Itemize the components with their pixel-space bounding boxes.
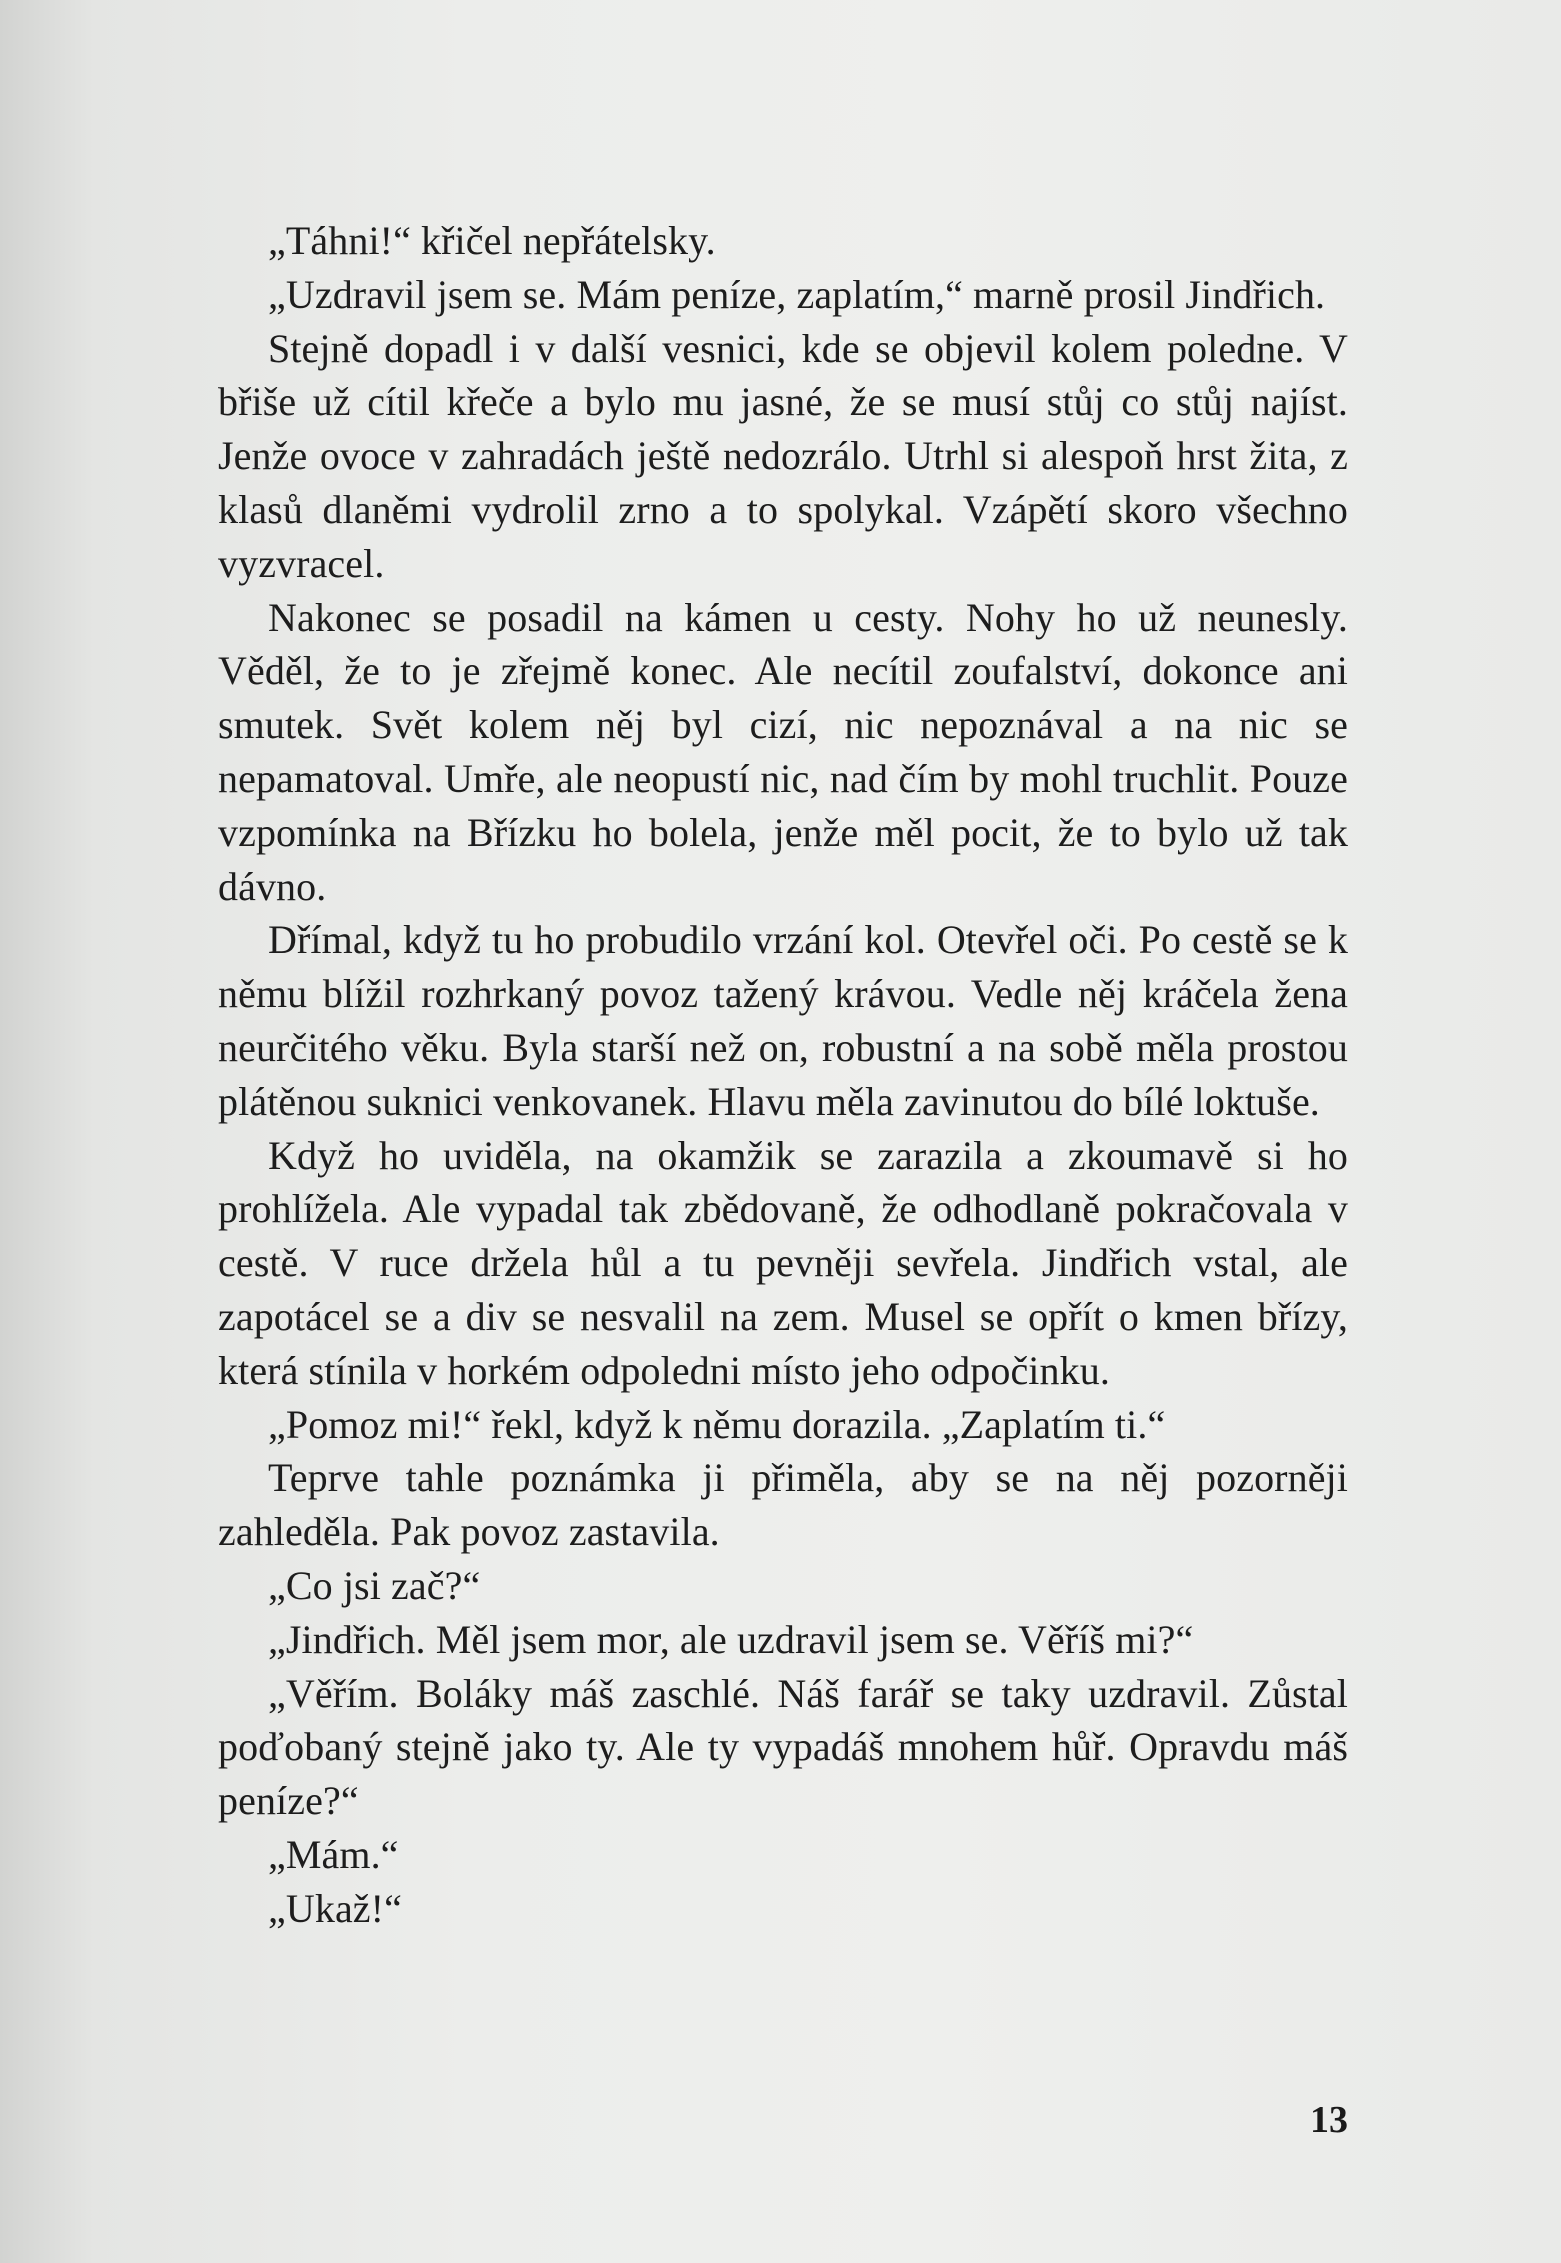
- paragraph-4: Nakonec se posadil na kámen u cesty. Nohy ho už neunesly. Věděl, že to je zřejmě konec. Ale necítil zoufalství, dokonce ani smutek. Svět kolem něj byl cizí, nic nepoznával a na nic se nepamatoval. Umře, ale neopustí nic, nad čím by mohl truchlit. Pouze vzpomínka na Břízku ho bolela, jenže měl pocit, že to bylo už tak dávno.: [218, 594, 1348, 909]
- paragraph-11: „Věřím. Boláky máš zaschlé. Náš farář se taky uzdravil. Zůstal poďobaný stejně jako ty. Ale ty vypadáš mnohem hůř. Opravdu máš peníze?“: [218, 1670, 1348, 1824]
- page-number: 13: [1310, 2099, 1348, 2141]
- paragraph-6: Když ho uviděla, na okamžik se zarazila a zkoumavě si ho prohlížela. Ale vypadal tak zbědovaně, že odhodlaně pokračovala v cestě. V ruce držela hůl a tu pevněji sevřela. Jindřich vstal, ale zapotácel se a div se nesvalil na zem. Musel se opřít o kmen břízy, která stínila v horkém odpoledni místo jeho odpočinku.: [218, 1132, 1348, 1393]
- paragraph-10: „Jindřich. Měl jsem mor, ale uzdravil jsem se. Věříš mi?“: [268, 1616, 1194, 1662]
- paragraph-13: „Ukaž!“: [268, 1885, 402, 1931]
- paragraph-9: „Co jsi zač?“: [268, 1562, 481, 1608]
- paragraph-3: Stejně dopadl i v další vesnici, kde se objevil kolem poledne. V břiše už cítil křeče a bylo mu jasné, že se musí stůj co stůj najíst. Jenže ovoce v zahradách ještě nedozrálo. Utrhl si alespoň hrst žita, z klasů dlaněmi vydrolil zrno a to spolykal. Vzápětí skoro všechno vyzvracel.: [218, 325, 1348, 586]
- body-text: [218, 214, 1348, 1936]
- paragraph-7: „Pomoz mi!“ řekl, když k němu dorazila. „Zaplatím ti.“: [268, 1401, 1166, 1447]
- paragraph-2: „Uzdravil jsem se. Mám peníze, zaplatím,“ marně prosil Jindřich.: [268, 271, 1326, 317]
- paragraph-8: Teprve tahle poznámka ji přiměla, aby se na něj pozorněji zahleděla. Pak povoz zastavila.: [218, 1455, 1348, 1555]
- paragraph-5: Dřímal, když tu ho probudilo vrzání kol. Otevřel oči. Po cestě se k němu blížil rozhrkaný povoz tažený krávou. Vedle něj kráčela žena neurčitého věku. Byla starší než on, robustní a na sobě měla prostou plátěnou suknici venkovanek. Hlavu měla zavinutou do bílé loktuše.: [218, 917, 1348, 1124]
- paragraph-12: „Mám.“: [268, 1831, 399, 1877]
- paragraph-1: „Táhni!“ křičel nepřátelsky.: [268, 218, 716, 263]
